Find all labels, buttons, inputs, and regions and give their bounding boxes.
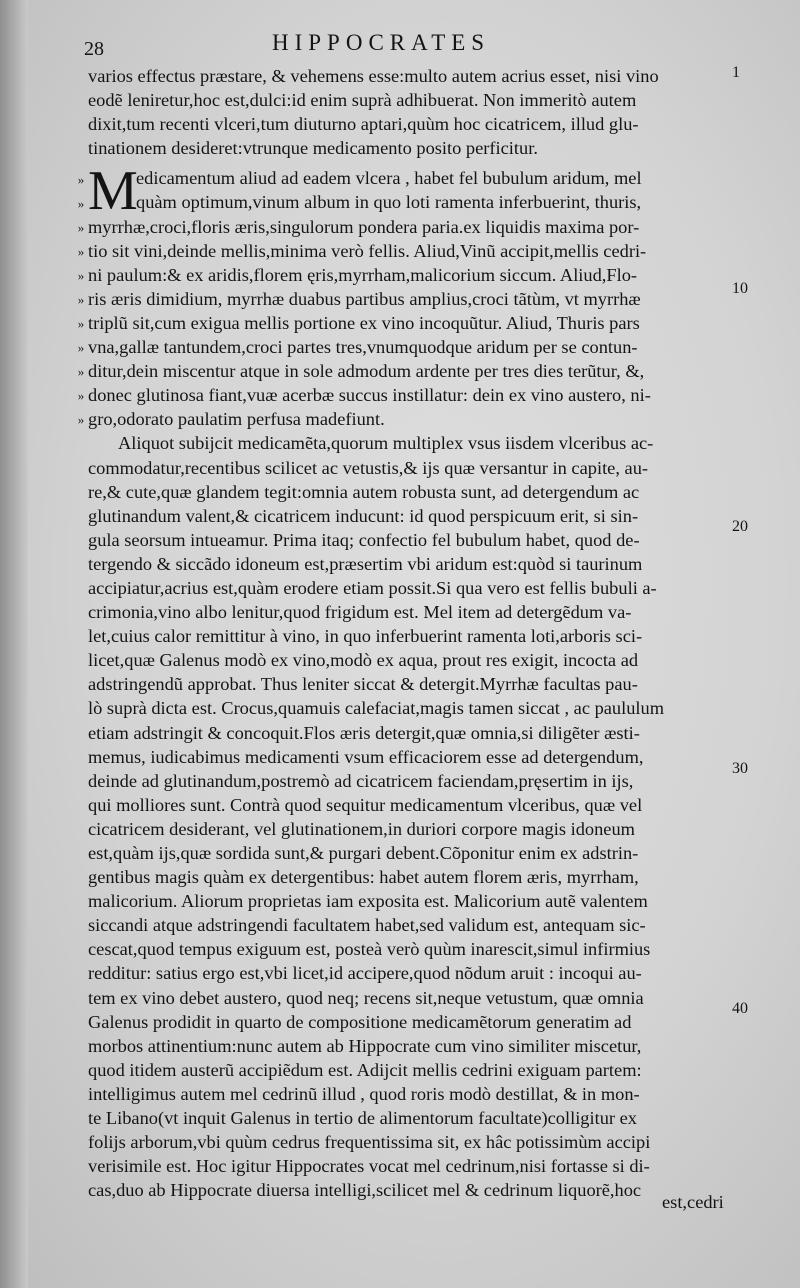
text-line: adstringendũ approbat. Thus leniter siccat & detergit.Myrrhæ facultas pau-: [88, 674, 638, 695]
text-line: intelligimus autem mel cedrinũ illud , quod roris modò destillat, & in mon-: [88, 1083, 640, 1104]
text-line: Galenus prodidit in quarto de compositione medicamẽtorum generatim ad: [88, 1011, 632, 1032]
line-number: 30: [732, 760, 748, 777]
text-line: triplũ sit,cum exigua mellis portione ex vino incoquũtur. Aliud, Thuris pars: [88, 312, 640, 333]
margin-marker: »: [77, 268, 85, 283]
text-line: verisimile est. Hoc igitur Hippocrates vocat mel cedrinum,nisi fortasse si di-: [88, 1156, 650, 1177]
margin-marker: »: [77, 316, 85, 331]
text-line: commodatur,recentibus scilicet ac vetustis,& ijs quæ versantur in capite, au-: [88, 457, 649, 478]
text-line: qui molliores sunt. Contrà quod sequitur medicamentum vlceribus, quæ vel: [88, 794, 643, 815]
text-line: te Libano(vt inquit Galenus in tertio de alimentorum facultate)colligitur ex: [88, 1108, 637, 1129]
text-line: memus, iudicabimus medicamenti vsum efficaciorem esse ad detergendum,: [88, 746, 644, 767]
margin-marker: »: [77, 412, 85, 427]
text-line: tem ex vino debet austero, quod neq; recens sit,neque vetustum, quæ omnia: [88, 987, 644, 1008]
text-line: varios effectus præstare, & vehemens esse:multo autem acrius esset, nisi vino: [88, 66, 659, 86]
text-line: ditur,dein miscentur atque in sole admodum ardente per tres dies terũtur, &,: [88, 361, 645, 382]
margin-marker: »: [77, 364, 85, 379]
text-line: donec glutinosa fiant,vuæ acerbæ succus instillatur: dein ex vino austero, ni-: [88, 385, 651, 406]
text-line: quàm optimum,vinum album in quo loti ramenta inferbuerint, thuris,: [136, 192, 642, 213]
text-line: ni paulum:& ex aridis,florem ęris,myrrham,malicorium siccum. Aliud,Flo-: [88, 264, 638, 285]
margin-marker: »: [77, 196, 85, 211]
text-line: gentibus magis quàm ex detergentibus: habet autem florem æris, myrrham,: [88, 867, 639, 888]
text-line: tinationem desideret:vtrunque medicamento posito perficitur.: [88, 138, 538, 159]
text-line: cas,duo ab Hippocrate diuersa intelligi,scilicet mel & cedrinum liquorẽ,hoc: [88, 1180, 642, 1201]
margin-marker: »: [77, 340, 85, 355]
text-line: vna,gallæ tantundem,croci partes tres,vnumquodque aridum per se contun-: [88, 337, 638, 358]
text-line: folijs arborum,vbi quùm cedrus frequentissima sit, ex hâc potissimùm accipi: [88, 1132, 651, 1153]
text-line: myrrhæ,croci,floris æris,singulorum pondera paria.ex liquidis maxima por-: [88, 216, 640, 237]
text-line: licet,quæ Galenus modò ex vino,modò ex aqua, prout res exigit, incocta ad: [88, 650, 639, 671]
line-number: 10: [732, 280, 748, 297]
text-line: gro,odorato paulatim perfusa madefiunt.: [88, 409, 385, 430]
text-line: malicorium. Aliorum proprietas iam exposita est. Malicorium autẽ valentem: [88, 891, 648, 912]
text-line: cicatricem desiderant, vel glutinationem,in duriori corpore magis idoneum: [88, 818, 635, 839]
page-gutter-shadow: [0, 0, 28, 1288]
text-line: est,quàm ijs,quæ sordida sunt,& purgari debent.Cõponitur enim ex adstrin-: [88, 843, 639, 863]
line-number: 40: [732, 1000, 748, 1017]
margin-marker: »: [77, 220, 85, 235]
margin-marker: »: [77, 388, 85, 403]
text-line: ris æris dimidium, myrrhæ duabus partibus amplius,croci tãtùm, vt myrrhæ: [88, 288, 641, 309]
text-line: deinde ad glutinandum,postremò ad cicatricem faciendam,pręsertim in ijs,: [88, 770, 634, 791]
text-line: tergendo & siccãdo idoneum est,præsertim vbi aridum est:quòd si taurinum: [88, 553, 643, 574]
text-line: Aliquot subijcit medicamẽta,quorum multiplex vsus iisdem vlceribus ac-: [118, 433, 654, 454]
text-line: lò suprà dicta est. Crocus,quamuis calefaciat,magis tamen siccat , ac paululum: [88, 698, 665, 719]
text-line: morbos attinentium:nunc autem ab Hippocrate cum vino similiter miscetur,: [88, 1035, 642, 1056]
text-line: accipiatur,acrius est,quàm erodere etiam possit.Si qua vero est fellis bubuli a-: [88, 577, 657, 598]
margin-marker: »: [77, 244, 85, 259]
text-line: eodẽ leniretur,hoc est,dulci:id enim suprà adhibuerat. Non immeritò autem: [88, 90, 637, 111]
catchword: est,cedri: [662, 1192, 724, 1212]
text-line: edicamentum aliud ad eadem vlcera , habet fel bubulum aridum, mel: [136, 168, 642, 189]
margin-marker: »: [77, 292, 85, 307]
text-line: cescat,quod tempus exiguum est, posteà verò quùm inarescit,simul infirmius: [88, 939, 651, 960]
text-line: redditur: satius ergo est,vbi licet,id accipere,quod nõdum aruit : incoqui au-: [88, 963, 642, 984]
text-line: re,& cute,quæ glandem tegit:omnia autem robusta sunt, ad detergendum ac: [88, 481, 640, 502]
line-number: 1: [732, 64, 740, 81]
text-line: quod itidem austerũ accipiẽdum est. Adijcit mellis cedrini exiguam partem:: [88, 1059, 642, 1080]
text-line: tio sit vini,deinde mellis,minima verò fellis. Aliud,Vinũ accipit,mellis cedri-: [88, 240, 647, 261]
text-line: etiam adstringit & concoquit.Flos æris detergit,quæ omnia,si diligẽter æsti-: [88, 722, 640, 743]
text-line: crimonia,vino albo lenitur,quod frigidum est. Mel item ad detergẽdum va-: [88, 602, 632, 623]
margin-marker: »: [77, 172, 85, 187]
text-line: dixit,tum recenti vlceri,tum diuturno aptari,quùm hoc cicatricem, illud glu-: [88, 114, 639, 135]
running-head: HIPPOCRATES: [272, 30, 491, 55]
body-text: [88, 64, 742, 1202]
text-line: let,cuius calor remittitur à vino, in quo inferbuerint ramenta loti,arboris sci-: [88, 626, 643, 647]
line-number: 20: [732, 518, 748, 535]
text-line: siccandi atque adstringendi facultatem habet,sed validum est, antequam sic-: [88, 915, 646, 936]
page-number: 28: [84, 38, 104, 60]
drop-cap: M: [88, 160, 138, 222]
text-line: glutinandum valent,& cicatricem inducunt: id quod perspicuum erit, si sin-: [88, 505, 639, 526]
text-line: gula seorsum intueamur. Prima itaq; confectio fel bubulum habet, quod de-: [88, 529, 640, 550]
